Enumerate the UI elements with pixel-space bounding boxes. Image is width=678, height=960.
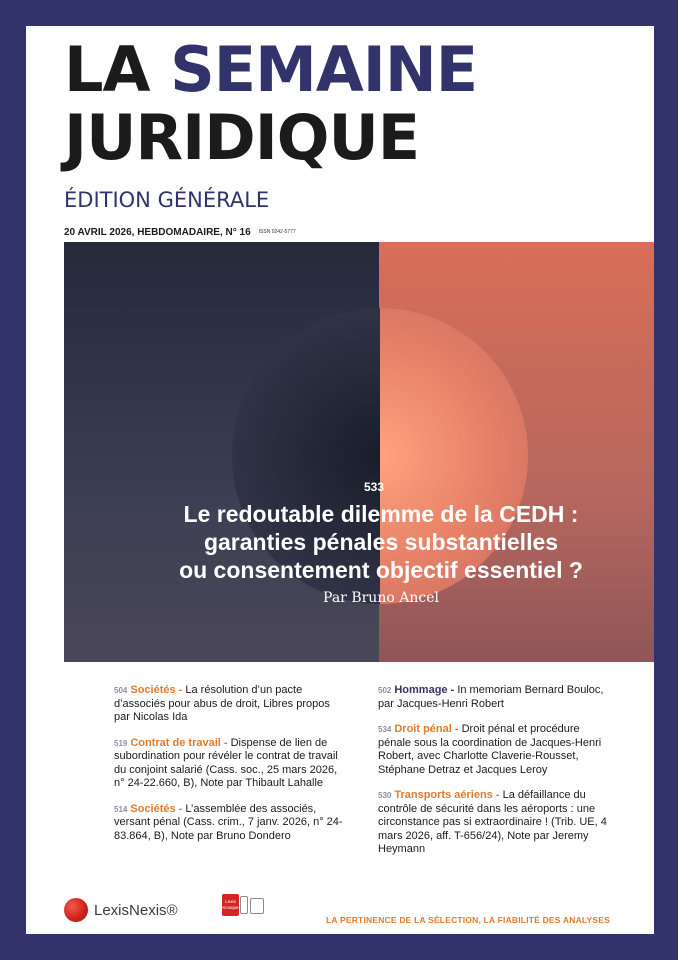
entry-text: Droit pénal et procédure pénale sous la coordination de Jacques-Henri Robert, avec Charlotte Claverie-Rousset, Stéphane Detraz et Jacques Leroy bbox=[378, 723, 602, 776]
entry-text: L’assemblée des associés, versant pénal (Cass. crim., 7 janv. 2026, n° 24-83.864, B), Note par Bruno Dondero bbox=[114, 802, 343, 842]
tablet-icon bbox=[250, 898, 264, 914]
entry-text: In memoriam Bernard Bouloc, par Jacques-Henri Robert bbox=[378, 684, 604, 710]
entry-number: 504 bbox=[114, 686, 128, 695]
cover-image bbox=[64, 242, 654, 662]
contents-left-column bbox=[114, 684, 344, 855]
entry-number: 519 bbox=[114, 738, 128, 748]
entry-text: La résolution d’un pacte d’associés pour abus de droit, Libres propos par Nicolas Ida bbox=[114, 684, 330, 723]
issn: ISSN 0242-5777 bbox=[258, 229, 296, 236]
masthead-la: LA bbox=[64, 33, 150, 106]
cover-story-byline: Par Bruno Ancel bbox=[323, 590, 439, 606]
entry-rubric: Sociétés - bbox=[130, 684, 183, 696]
issue-date: 20 AVRIL 2026, HEBDOMADAIRE, N° 16 bbox=[64, 227, 251, 238]
entry-rubric: Contrat de travail - bbox=[130, 736, 228, 749]
contents-entry[interactable] bbox=[114, 684, 344, 725]
masthead-line2: JURIDIQUE bbox=[64, 101, 420, 174]
kiosque-badge bbox=[222, 894, 239, 916]
entry-number: 502 bbox=[378, 686, 392, 695]
contents-entry[interactable] bbox=[114, 803, 344, 844]
entry-rubric: Droit pénal - bbox=[394, 723, 459, 735]
entry-number: 530 bbox=[378, 791, 392, 800]
cover-story-title bbox=[64, 500, 654, 584]
cover-title-line: garanties pénales substantielles bbox=[203, 529, 559, 555]
tagline: LA PERTINENCE DE LA SÉLECTION, LA FIABILITÉ DES ANALYSES bbox=[326, 915, 611, 925]
cover-title-line: Le redoutable dilemme de la CEDH : bbox=[183, 501, 579, 527]
masthead-line1 bbox=[64, 34, 477, 106]
lexisnexis-wordmark: LexisNexis® bbox=[94, 902, 178, 919]
entry-number: 534 bbox=[378, 725, 392, 734]
lexisnexis-logo[interactable] bbox=[64, 896, 194, 924]
entry-text: La défaillance du contrôle de sécurité dans les aéroports : une circonstance pas si extraordinaire ! (Trib. UE, 4 mars 2026, aff. T-656/24), Note par Jeremy Heymann bbox=[378, 789, 607, 855]
dateline bbox=[64, 227, 296, 238]
contents-entry[interactable] bbox=[114, 737, 344, 791]
kiosque-label-kiosque: Kiosque bbox=[222, 905, 239, 910]
lexis-kiosque-icon[interactable] bbox=[222, 894, 250, 920]
phone-icon bbox=[240, 896, 248, 914]
cover-title-line: ou consentement objectif essentiel ? bbox=[179, 557, 583, 583]
magazine-cover bbox=[26, 26, 654, 934]
kiosque-label-lexis: Lexis bbox=[225, 899, 236, 904]
contents-entry[interactable] bbox=[378, 789, 608, 857]
contents-entry[interactable] bbox=[378, 684, 608, 711]
entry-rubric: Hommage - bbox=[394, 684, 455, 696]
contents-right-column bbox=[378, 684, 608, 869]
edition-label: ÉDITION GÉNÉRALE bbox=[64, 188, 270, 212]
entry-rubric: Sociétés - bbox=[130, 802, 183, 815]
contents-entry[interactable] bbox=[378, 723, 608, 777]
lexisnexis-globe-icon bbox=[64, 898, 88, 922]
entry-number: 514 bbox=[114, 804, 128, 814]
cover-story[interactable] bbox=[64, 480, 654, 606]
cover-story-number: 533 bbox=[363, 480, 385, 494]
entry-text: Dispense de lien de subordination pour révéler le contrat de travail du conjoint salarié (Cass. soc., 25 mars 2026, n° 24-22.660, B), Note par Thibault Lahalle bbox=[114, 736, 338, 789]
entry-rubric: Transports aériens - bbox=[394, 789, 500, 801]
masthead-semaine: SEMAINE bbox=[170, 33, 478, 106]
